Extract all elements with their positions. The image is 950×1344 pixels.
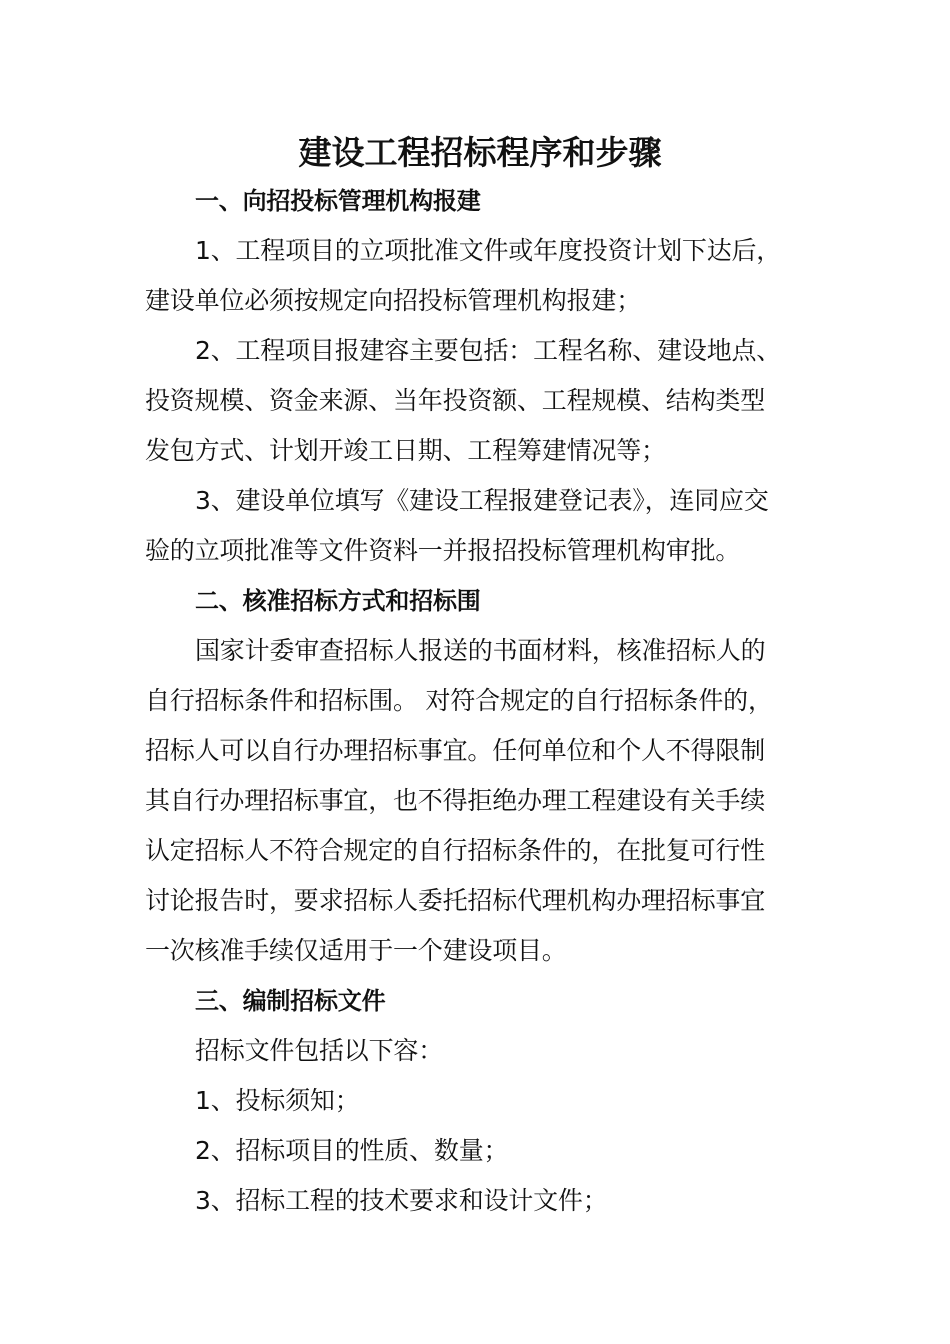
paragraph-line: 3、建设单位填写《建设工程报建登记表》，连同应交 xyxy=(195,486,769,515)
paragraph-line: 一次核准手续仅适用于一个建设项目。 xyxy=(145,936,567,965)
section-heading-1: 一、向招投标管理机构报建 xyxy=(195,187,481,215)
paragraph-line: 建设单位必须按规定向招投标管理机构报建； xyxy=(145,286,642,315)
paragraph-line: 1、工程项目的立项批准文件或年度投资计划下达后， xyxy=(195,236,782,265)
section-heading-2: 二、核准招标方式和招标围 xyxy=(195,587,481,615)
page-title: 建设工程招标程序和步骤 xyxy=(298,133,662,172)
paragraph-line: 招标文件包括以下容： xyxy=(195,1036,444,1065)
paragraph-line: 招标人可以自行办理招标事宜。任何单位和个人不得限制 xyxy=(145,736,766,765)
paragraph-line: 发包方式、计划开竣工日期、工程筹建情况等； xyxy=(145,436,666,465)
paragraph-line: 讨论报告时，要求招标人委托招标代理机构办理招标事宜 xyxy=(145,886,766,915)
paragraph-line: 投资规模、资金来源、当年投资额、工程规模、结构类型 xyxy=(145,386,766,415)
paragraph-line: 自行招标条件和招标围。 对符合规定的自行招标条件的， xyxy=(145,686,773,715)
section-heading-3: 三、编制招标文件 xyxy=(195,987,386,1015)
paragraph-line: 验的立项批准等文件资料一并报招投标管理机构审批。 xyxy=(145,536,741,565)
list-item: 1、投标须知； xyxy=(195,1086,360,1115)
paragraph-line: 国家计委审查招标人报送的书面材料，核准招标人的 xyxy=(195,636,766,665)
list-item: 2、招标项目的性质、数量； xyxy=(195,1136,509,1165)
paragraph-line: 2、工程项目报建容主要包括：工程名称、建设地点、 xyxy=(195,336,782,365)
paragraph-line: 认定招标人不符合规定的自行招标条件的，在批复可行性 xyxy=(145,836,766,865)
paragraph-line: 其自行办理招标事宜，也不得拒绝办理工程建设有关手续 xyxy=(145,786,766,815)
list-item: 3、招标工程的技术要求和设计文件； xyxy=(195,1186,608,1215)
